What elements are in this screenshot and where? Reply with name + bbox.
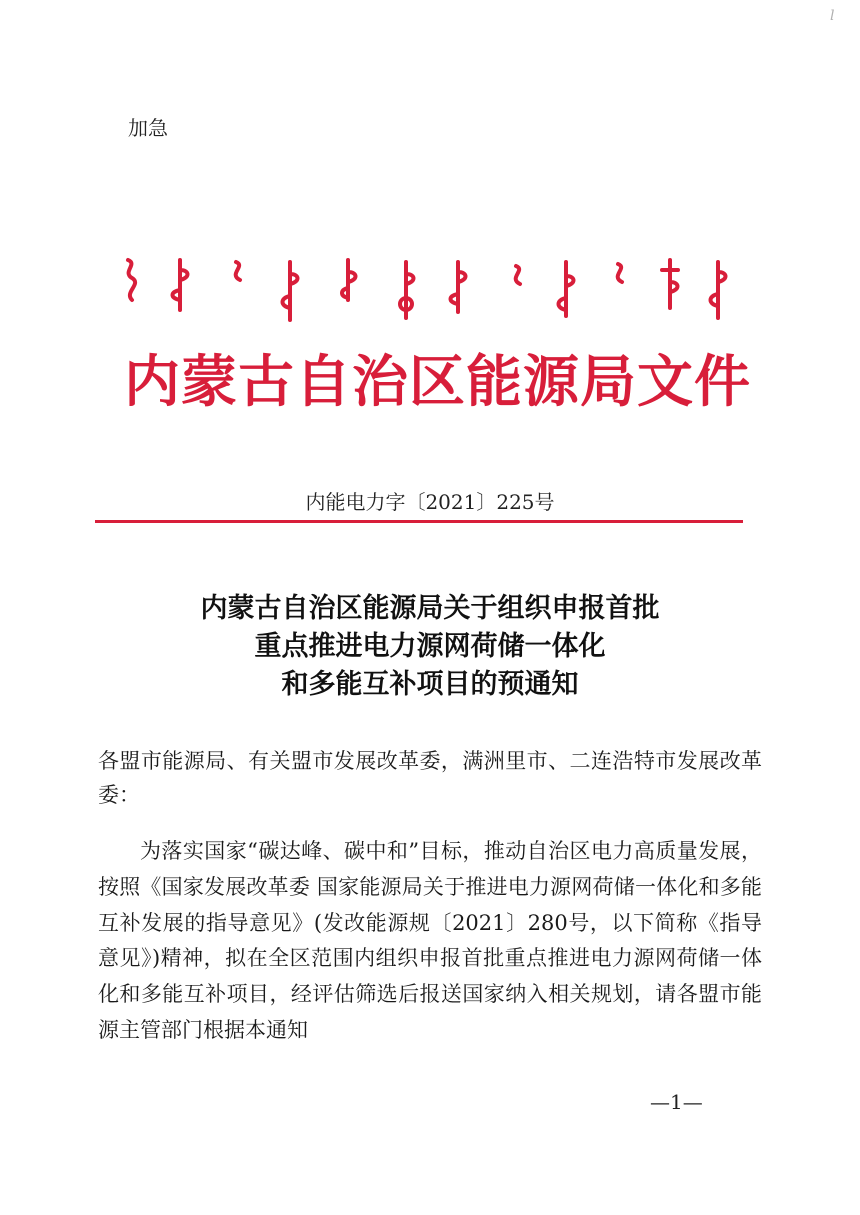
- corner-mark: l: [830, 8, 835, 24]
- title-line: 和多能互补项目的预通知: [281, 669, 579, 700]
- issuer-header: 内蒙古自治区能源局文件: [124, 349, 751, 415]
- urgency-label: 加急: [128, 116, 168, 140]
- page-number: —1—: [650, 1090, 703, 1114]
- addressee: 各盟市能源局、有关盟市发展改革委，满洲里市、二连浩特市发展改革委：: [98, 749, 762, 807]
- mongolian-script-header: [118, 252, 728, 332]
- document-title: [0, 590, 860, 704]
- document-number: 内能电力字〔2021〕225号: [305, 490, 555, 514]
- mongolian-script-graphic: [118, 252, 728, 332]
- title-line: 内蒙古自治区能源局关于组织申报首批: [200, 593, 660, 624]
- title-line: 重点推进电力源网荷储一体化: [254, 631, 606, 662]
- red-separator-rule: [95, 520, 743, 523]
- body-paragraph: 为落实国家“碳达峰、碳中和”目标，推动自治区电力高质量发展，按照《国家发展改革委 国家能源局关于推进电力源网荷储一体化和多能互补发展的指导意见》(发改能源规〔2021〕280号，以下简称《指导意见》)精神，拟在全区范围内组织申报首批重点推进电力源网荷储一体化和多能互补项目，经评估筛选后报送国家纳入相关规划，请各盟市能源主管部门根据本通知: [98, 839, 762, 1042]
